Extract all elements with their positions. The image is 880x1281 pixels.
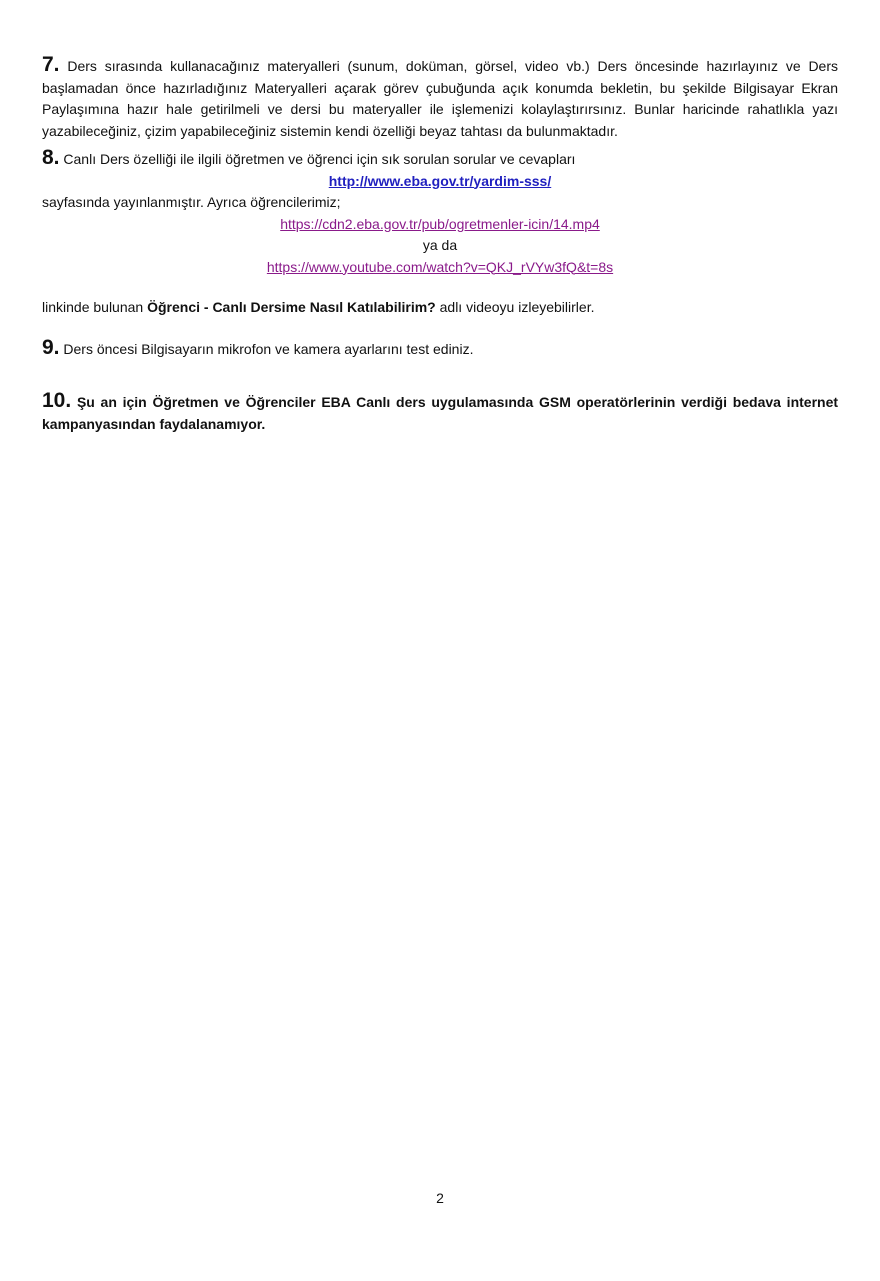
item-8 (42, 147, 838, 171)
item-10-text: Şu an için Öğretmen ve Öğrenciler EBA Canlı ders uygulamasında GSM operatörlerinin verdiği bedava internet kampanyasından faydalanamıyor. (42, 394, 839, 432)
faq-link[interactable]: http://www.eba.gov.tr/yardim-sss/ (328, 172, 552, 189)
item-9-number: 9. (42, 335, 60, 359)
follow-suffix: adlı videoyu izleyebilirler. (435, 299, 595, 315)
or-text: ya da (422, 237, 458, 253)
page-number: 2 (436, 1190, 444, 1206)
item-10 (42, 390, 838, 435)
faq-link-line (42, 171, 838, 193)
item-8-number: 8. (42, 146, 60, 169)
item-9-text: Ders öncesi Bilgisayarın mikrofon ve kamera ayarlarını test ediniz. (63, 340, 474, 357)
video2-link-line (42, 257, 838, 279)
item-9 (42, 337, 838, 361)
follow-prefix: linkinde bulunan (42, 299, 148, 315)
item-10-number: 10. (42, 389, 72, 412)
item-8-text2: sayfasında yayınlanmıştır. Ayrıca öğrencilerimiz; (42, 194, 341, 210)
video1-link[interactable]: https://cdn2.eba.gov.tr/pub/ogretmenler-icin/14.mp4 (280, 215, 600, 232)
item-8-text: Canlı Ders özelliği ile ilgili öğretmen ve öğrenci için sık sorulan sorular ve cevapları (63, 151, 576, 167)
item-7 (42, 54, 838, 142)
item-7-number: 7. (42, 53, 60, 76)
item-7-text: Ders sırasında kullanacağınız materyalleri (sunum, doküman, görsel, video vb.) Ders öncesinde hazırlayınız ve Ders başlamadan önce hazırladığınız Materyalleri açarak görev çubuğunda açık konumda bekletin, bu şekilde Bilgisayar Ekran Paylaşımına hazır hale getirilmeli ve dersi bu materyaller ile işlemenizi kolaylaştırırsınız. Bunlar haricinde rahatlıkla yazı yazabileceğiniz, çizim yapabileceğiniz sistemin kendi özelliği beyaz tahtası da bulunmaktadır. (42, 58, 839, 139)
video-title: Öğrenci - Canlı Dersime Nasıl Katılabilirim? (147, 299, 436, 315)
item-8-follow (42, 297, 838, 319)
video1-link-line (42, 214, 838, 236)
video2-link[interactable]: https://www.youtube.com/watch?v=QKJ_rVYw3fQ&t=8s (266, 258, 614, 275)
